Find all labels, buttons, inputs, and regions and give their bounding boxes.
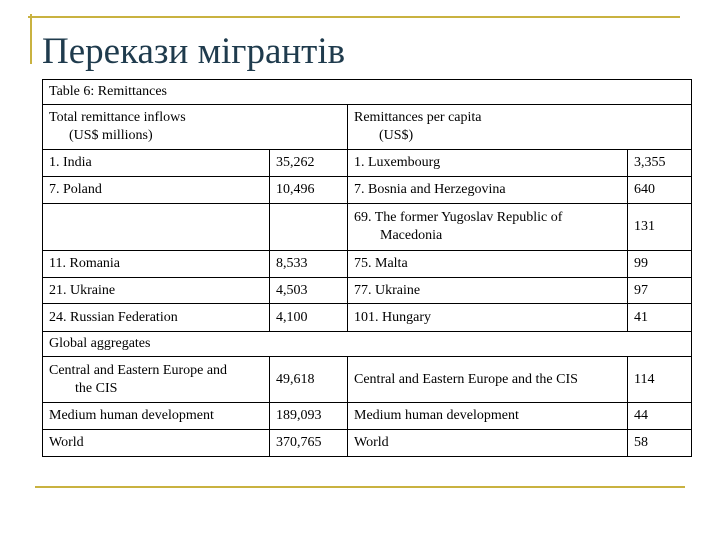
left-country (43, 204, 270, 251)
table-row (43, 304, 692, 332)
aggregate-left-value: 370,765 (270, 430, 348, 457)
table-row (43, 150, 692, 177)
table-row (43, 177, 692, 204)
table-row (43, 204, 692, 251)
left-value: 4,100 (270, 304, 348, 332)
title-accent-vertical-line (30, 14, 32, 64)
left-value (270, 204, 348, 251)
title-accent-top-line (28, 16, 680, 18)
table-row (43, 251, 692, 278)
right-country-line1: 69. The former Yugoslav Republic of (354, 210, 563, 225)
footer-accent-line (35, 486, 685, 488)
right-country: 101. Hungary (348, 304, 628, 332)
left-value: 35,262 (270, 150, 348, 177)
aggregate-row (43, 403, 692, 430)
left-country: 1. India (43, 150, 270, 177)
aggregate-right-value: 44 (628, 403, 692, 430)
header-per-capita (348, 105, 692, 150)
aggregates-label-row (43, 332, 692, 357)
aggregate-right-label: World (348, 430, 628, 457)
aggregate-right-label: Central and Eastern Europe and the CIS (348, 357, 628, 403)
right-value: 3,355 (628, 150, 692, 177)
slide-title: Перекази мігрантів (42, 31, 346, 72)
header-total-inflows-line1: Total remittance inflows (49, 110, 186, 125)
aggregate-row (43, 357, 692, 403)
left-value: 4,503 (270, 278, 348, 304)
aggregate-right-value: 114 (628, 357, 692, 403)
left-country: 7. Poland (43, 177, 270, 204)
aggregate-left-label: World (43, 430, 270, 457)
right-country-line2: Macedonia (380, 228, 443, 243)
table-header-row (43, 105, 692, 150)
header-per-capita-line2: (US$) (379, 128, 414, 143)
remittances-table (42, 79, 692, 457)
aggregate-left-label: Medium human development (43, 403, 270, 430)
right-country: 7. Bosnia and Herzegovina (348, 177, 628, 204)
aggregate-left-label-line1: Central and Eastern Europe and (49, 362, 228, 378)
right-country: 1. Luxembourg (348, 150, 628, 177)
aggregate-left-value: 49,618 (270, 357, 348, 403)
table-caption-row (43, 80, 692, 105)
aggregates-label: Global aggregates (43, 332, 692, 357)
left-country: 24. Russian Federation (43, 304, 270, 332)
header-per-capita-line1: Remittances per capita (354, 110, 482, 125)
right-country: 75. Malta (348, 251, 628, 278)
right-value: 640 (628, 177, 692, 204)
right-value: 97 (628, 278, 692, 304)
aggregate-row (43, 430, 692, 457)
header-total-inflows-line2: (US$ millions) (69, 128, 153, 143)
aggregate-left-label-line2: the CIS (75, 380, 118, 396)
table-row (43, 278, 692, 304)
right-country: 77. Ukraine (348, 278, 628, 304)
aggregate-left-value: 189,093 (270, 403, 348, 430)
right-value: 99 (628, 251, 692, 278)
header-total-inflows (43, 105, 348, 150)
right-value: 41 (628, 304, 692, 332)
left-country: 21. Ukraine (43, 278, 270, 304)
right-country (348, 204, 628, 251)
table-caption: Table 6: Remittances (43, 80, 692, 105)
right-value: 131 (628, 204, 692, 251)
aggregate-right-label: Medium human development (348, 403, 628, 430)
left-value: 8,533 (270, 251, 348, 278)
left-value: 10,496 (270, 177, 348, 204)
left-country: 11. Romania (43, 251, 270, 278)
aggregate-left-label (43, 357, 270, 403)
aggregate-right-value: 58 (628, 430, 692, 457)
